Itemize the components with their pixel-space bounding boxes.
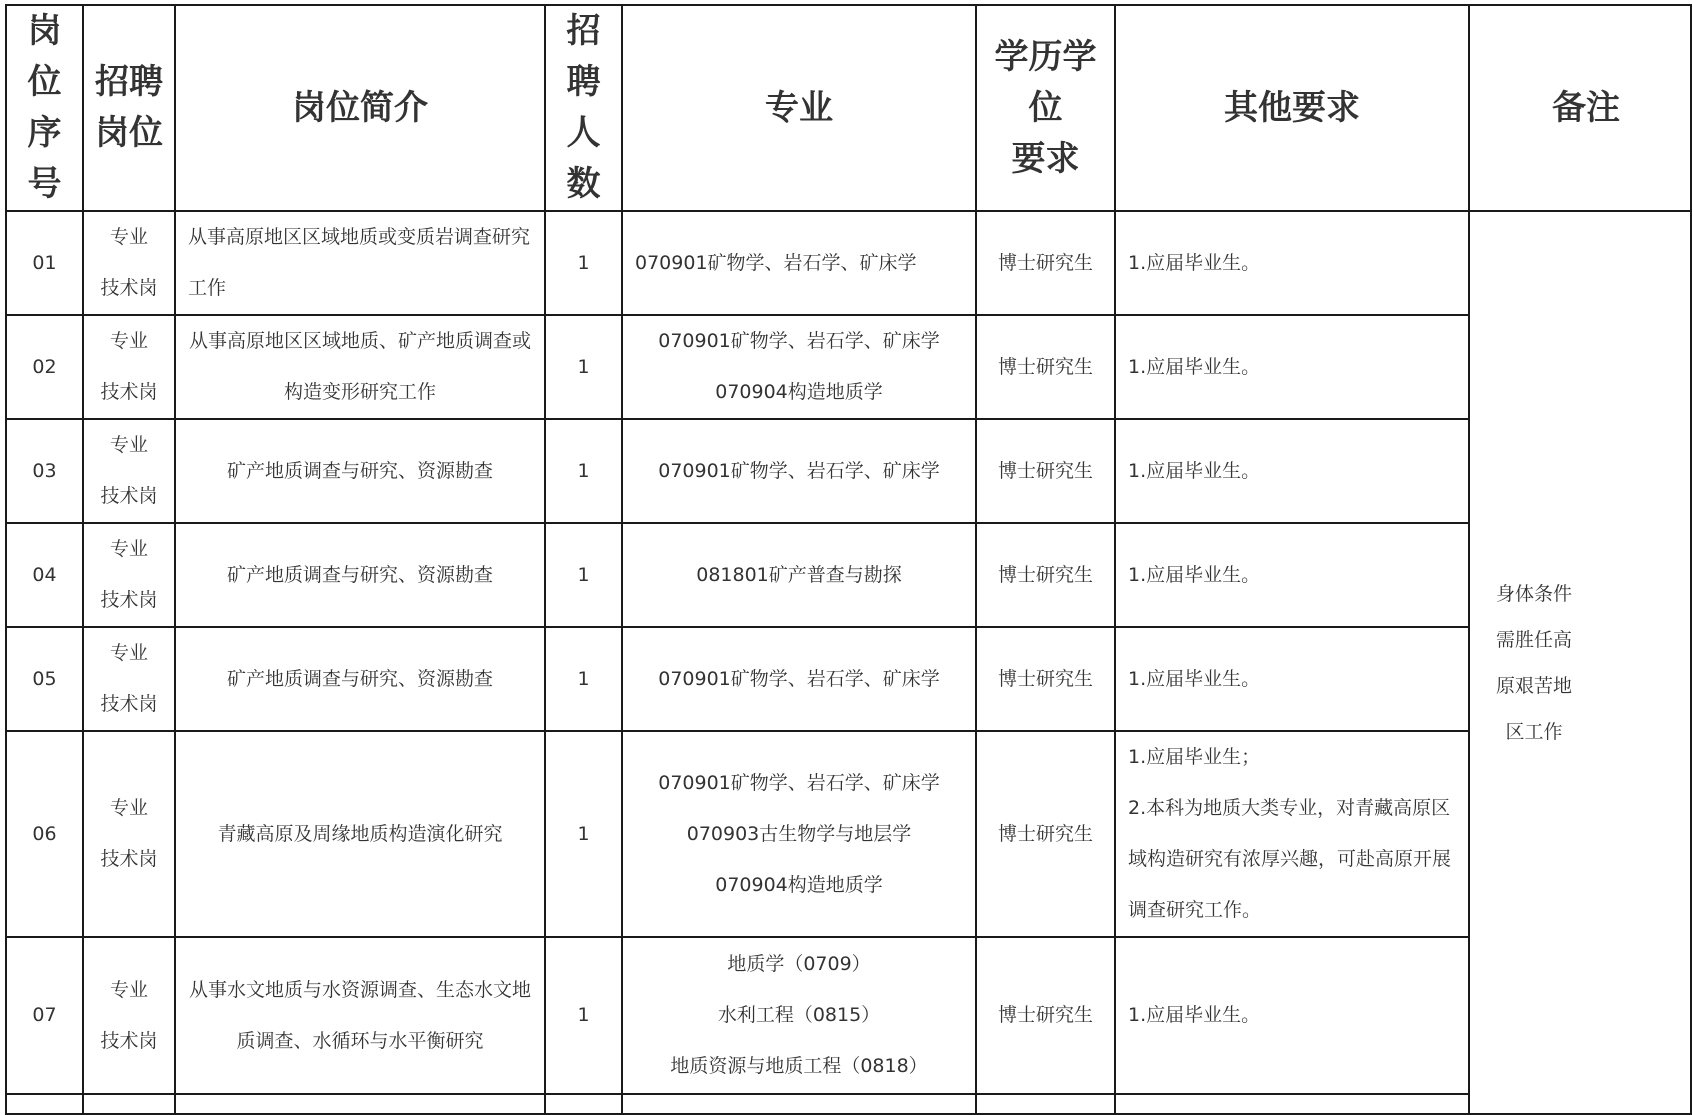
row-cell-empty [622, 1094, 976, 1114]
row-cell-empty [1115, 1094, 1469, 1114]
row-major: 070901矿物学、岩石学、矿床学 [622, 627, 976, 731]
remark-text: 身体条件需胜任高原艰苦地区工作 [1495, 582, 1572, 743]
row-seq: 06 [6, 731, 83, 937]
row-count: 1 [545, 419, 622, 523]
row-major: 地质学（0709） 水利工程（0815） 地质资源与地质工程（0818） [622, 937, 976, 1094]
row-intro: 青藏高原及周缘地质构造演化研究 [175, 731, 545, 937]
row-position: 专业 技术岗 [83, 523, 175, 627]
table-row [6, 523, 1691, 627]
header-seq: 岗 位 序 号 [6, 5, 83, 211]
row-position: 专业 技术岗 [83, 315, 175, 419]
row-intro: 矿产地质调查与研究、资源勘查 [175, 627, 545, 731]
row-intro: 矿产地质调查与研究、资源勘查 [175, 523, 545, 627]
row-seq: 04 [6, 523, 83, 627]
row-seq: 03 [6, 419, 83, 523]
row-major: 070901矿物学、岩石学、矿床学 [622, 419, 976, 523]
row-other: 1.应届毕业生。 [1115, 937, 1469, 1094]
header-count: 招 聘 人 数 [545, 5, 622, 211]
row-seq: 02 [6, 315, 83, 419]
table-row [6, 419, 1691, 523]
row-cell-empty [83, 1094, 175, 1114]
table-row [6, 731, 1691, 937]
row-degree: 博士研究生 [976, 419, 1115, 523]
row-count: 1 [545, 627, 622, 731]
row-position: 专业 技术岗 [83, 731, 175, 937]
row-position: 专业 技术岗 [83, 419, 175, 523]
row-degree: 博士研究生 [976, 315, 1115, 419]
row-cell-empty [545, 1094, 622, 1114]
header-row [6, 5, 1691, 211]
row-intro: 从事高原地区区域地质或变质岩调查研究工作 [175, 211, 545, 315]
row-other: 1.应届毕业生。 [1115, 523, 1469, 627]
row-position: 专业 技术岗 [83, 627, 175, 731]
row-degree: 博士研究生 [976, 731, 1115, 937]
row-position: 专业 技术岗 [83, 937, 175, 1094]
table-row-partial [6, 1094, 1691, 1114]
row-major: 070901矿物学、岩石学、矿床学 070904构造地质学 [622, 315, 976, 419]
row-cell-empty [175, 1094, 545, 1114]
row-intro: 从事高原地区区域地质、矿产地质调查或构造变形研究工作 [175, 315, 545, 419]
header-other: 其他要求 [1115, 5, 1469, 211]
row-count: 1 [545, 523, 622, 627]
row-other: 1.应届毕业生； 2.本科为地质大类专业，对青藏高原区域构造研究有浓厚兴趣，可赴高原开展调查研究工作。 [1115, 731, 1469, 937]
row-other: 1.应届毕业生。 [1115, 627, 1469, 731]
row-count: 1 [545, 731, 622, 937]
header-intro: 岗位简介 [175, 5, 545, 211]
row-seq: 01 [6, 211, 83, 315]
row-major: 081801矿产普查与勘探 [622, 523, 976, 627]
row-major: 070901矿物学、岩石学、矿床学 [622, 211, 976, 315]
row-count: 1 [545, 211, 622, 315]
row-intro: 矿产地质调查与研究、资源勘查 [175, 419, 545, 523]
row-count: 1 [545, 937, 622, 1094]
recruitment-table [5, 4, 1692, 1115]
row-other: 1.应届毕业生。 [1115, 315, 1469, 419]
row-seq: 07 [6, 937, 83, 1094]
row-count: 1 [545, 315, 622, 419]
row-other: 1.应届毕业生。 [1115, 419, 1469, 523]
row-degree: 博士研究生 [976, 627, 1115, 731]
row-degree: 博士研究生 [976, 523, 1115, 627]
header-degree: 学历学 位 要求 [976, 5, 1115, 211]
header-position: 招聘 岗位 [83, 5, 175, 211]
row-cell-empty [6, 1094, 83, 1114]
row-seq: 05 [6, 627, 83, 731]
table-row [6, 937, 1691, 1094]
row-cell-empty [976, 1094, 1115, 1114]
table-row [6, 627, 1691, 731]
row-other: 1.应届毕业生。 [1115, 211, 1469, 315]
table-row [6, 211, 1691, 315]
row-intro: 从事水文地质与水资源调查、生态水文地质调查、水循环与水平衡研究 [175, 937, 545, 1094]
table-row [6, 315, 1691, 419]
row-degree: 博士研究生 [976, 211, 1115, 315]
header-remark: 备注 [1469, 5, 1691, 211]
header-major: 专业 [622, 5, 976, 211]
remark-cell [1469, 211, 1691, 1114]
row-major: 070901矿物学、岩石学、矿床学 070903古生物学与地层学 070904构造地质学 [622, 731, 976, 937]
row-position: 专业 技术岗 [83, 211, 175, 315]
row-degree: 博士研究生 [976, 937, 1115, 1094]
